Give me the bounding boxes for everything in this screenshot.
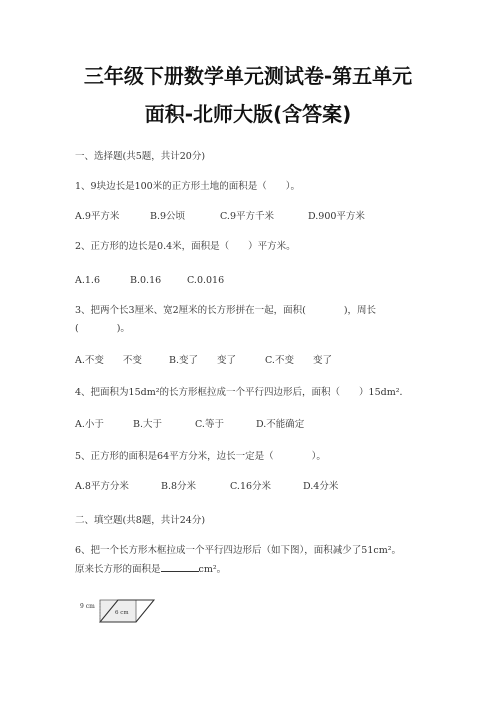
answer-blank[interactable] bbox=[161, 562, 199, 572]
option-d: D.4分米 bbox=[303, 481, 339, 492]
section-heading-fill: 二、填空题(共8题，共计24分) bbox=[75, 515, 206, 526]
option-a: A.8平方分米 bbox=[75, 481, 129, 492]
option-c: C.9平方千米 bbox=[220, 211, 274, 222]
option-c: C.16分米 bbox=[230, 481, 272, 492]
question-1: 1、9块边长是100米的正方形土地的面积是（ ）。 bbox=[75, 181, 300, 192]
option-c: C.0.016 bbox=[187, 275, 225, 286]
page-title-line2: 面积-北师大版(含答案) bbox=[144, 102, 352, 126]
option-b: B.大于 bbox=[133, 419, 163, 430]
option-a: A.小于 bbox=[75, 419, 104, 430]
slant-edge bbox=[136, 600, 154, 622]
option-b: B.8分米 bbox=[161, 481, 197, 492]
option-b: B.0.16 bbox=[130, 275, 162, 286]
option-a: A.不变 不变 bbox=[75, 355, 142, 366]
option-b: B.变了 变了 bbox=[169, 355, 237, 366]
option-d: D.900平方米 bbox=[308, 211, 365, 222]
option-c: C.等于 bbox=[195, 419, 224, 430]
section-heading-choice: 一、选择题(共5题，共计20分) bbox=[75, 151, 206, 162]
question-6-line2 bbox=[75, 562, 226, 577]
question-6-prefix: 原来长方形的面积是 bbox=[75, 564, 161, 575]
page-title-line1: 三年级下册数学单元测试卷-第五单元 bbox=[83, 64, 413, 88]
option-a: A.9平方米 bbox=[75, 211, 120, 222]
width-label: 6 cm bbox=[115, 610, 129, 616]
question-3-line1: 3、把两个长3厘米、宽2厘米的长方形拼在一起，面积( )，周长 bbox=[75, 305, 377, 316]
option-c: C.不变 变了 bbox=[265, 355, 332, 366]
question-4: 4、把面积为15dm²的长方形框拉成一个平行四边形后，面积（ ）15dm²． bbox=[75, 387, 410, 398]
height-label: 9 cm bbox=[80, 603, 95, 610]
question-6-line1: 6、把一个长方形木框拉成一个平行四边形后（如下图），面积减少了51cm²。 bbox=[75, 545, 402, 556]
parallelogram-figure bbox=[78, 594, 162, 630]
option-b: B.9公顷 bbox=[150, 211, 186, 222]
question-6-suffix: cm²。 bbox=[198, 564, 227, 575]
option-a: A.1.6 bbox=[75, 275, 100, 286]
question-5: 5、正方形的面积是64平方分米，边长一定是（ ）。 bbox=[75, 451, 326, 462]
question-2: 2、正方形的边长是0.4米，面积是（ ）平方米。 bbox=[75, 241, 296, 252]
option-d: D.不能确定 bbox=[256, 419, 305, 430]
question-3-line2: ( )。 bbox=[75, 323, 130, 334]
